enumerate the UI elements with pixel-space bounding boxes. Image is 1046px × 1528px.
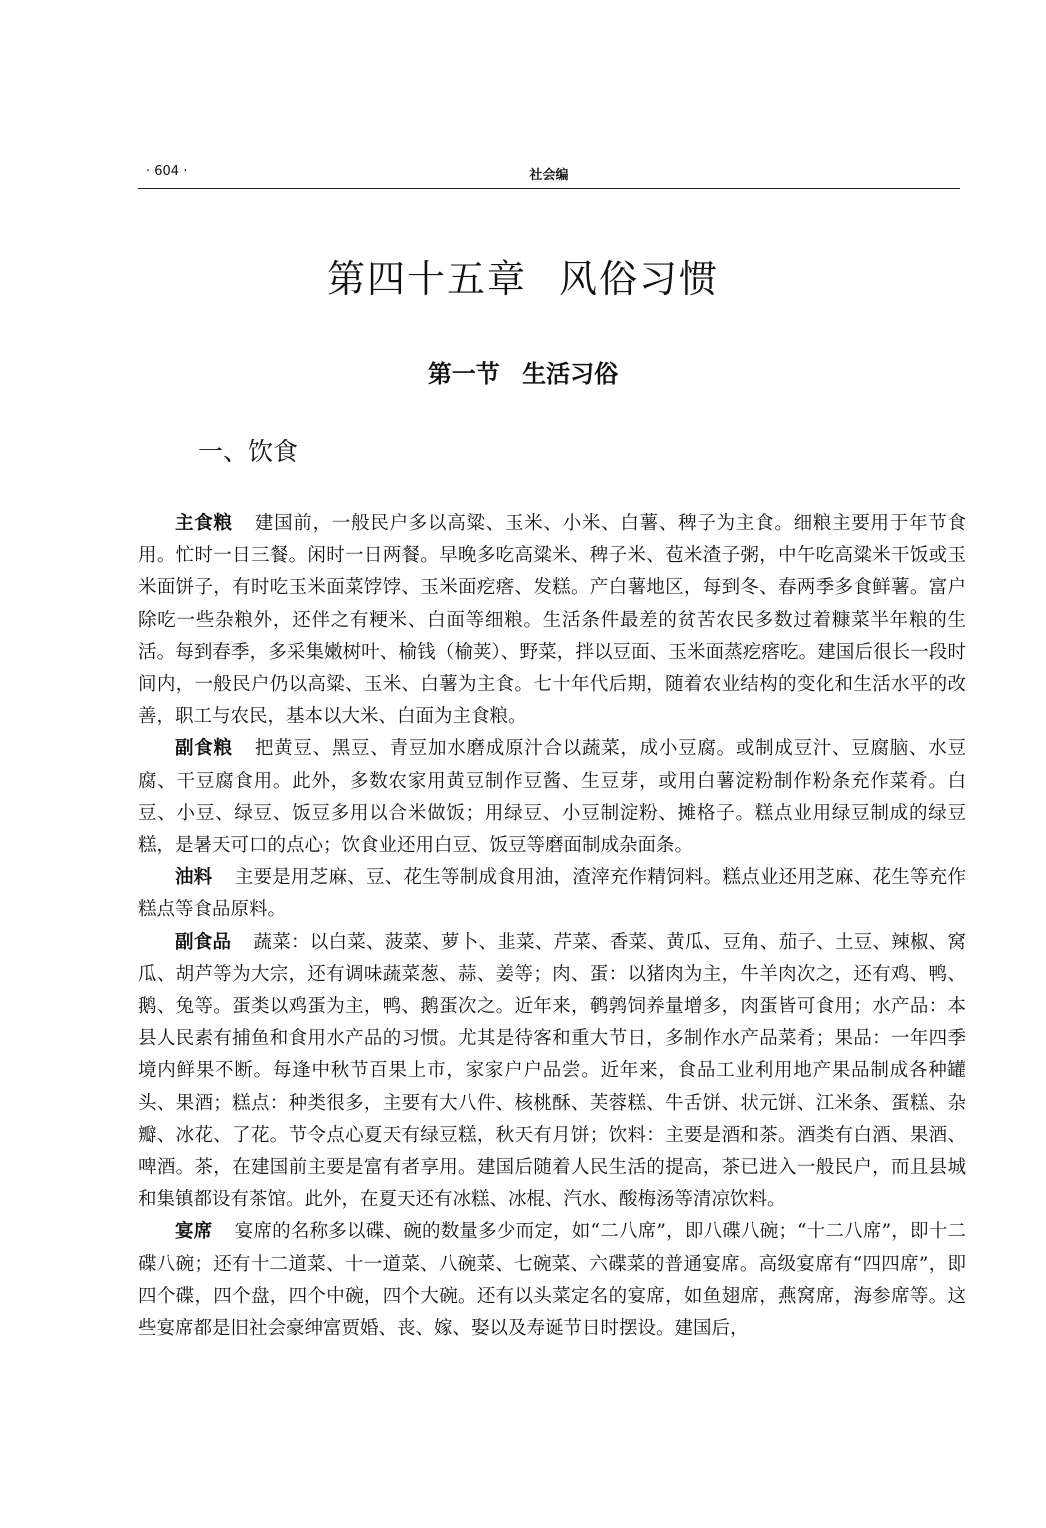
paragraph-text: 建国前，一般民户多以高粱、玉米、小米、白薯、稗子为主食。细粮主要用于年节食用。忙时一日三餐。闲时一日两餐。早晚多吃高粱米、稗子米、苞米渣子粥，中午吃高粱米干饭或玉米面饼子，有时吃玉米面菜饽饽、玉米面疙瘩、发糕。产白薯地区，每到冬、春两季多食鲜薯。富户除吃一些杂粮外，还伴之有粳米、白面等细粮。生活条件最差的贫苦农民多数过着糠菜半年粮的生活。每到春季，多采集嫩树叶、榆钱（榆荚）、野菜，拌以豆面、玉米面蒸疙瘩吃。建国后很长一段时间内，一般民户仍以高粱、玉米、白薯为主食。七十年代后期，随着农业结构的变化和生活水平的改善，职工与农民，基本以大米、白面为主食粮。 bbox=[138, 513, 966, 728]
paragraph-term: 副食粮 bbox=[175, 738, 233, 760]
paragraph-term: 主食粮 bbox=[175, 513, 233, 534]
paragraph-staple-food bbox=[138, 508, 966, 733]
page-number: · 604 · bbox=[146, 164, 188, 179]
chapter-title: 第四十五章 风俗习惯 bbox=[326, 257, 720, 301]
body-text bbox=[138, 508, 966, 1345]
paragraph-text: 把黄豆、黑豆、青豆加水磨成原汁合以蔬菜，成小豆腐。或制成豆汁、豆腐脑、水豆腐、干豆腐食用。此外，多数农家用黄豆制作豆酱、生豆芽，或用白薯淀粉制作粉条充作菜肴。白豆、小豆、绿豆、饭豆多用以合米做饭；用绿豆、小豆制淀粉、摊格子。糕点业用绿豆制成的绿豆糕，是暑天可口的点心；饮食业还用白豆、饭豆等磨面制成杂面条。 bbox=[138, 738, 966, 857]
section-title: 第一节 生活习俗 bbox=[427, 360, 619, 388]
paragraph-non-staple-food bbox=[138, 927, 966, 1217]
paragraph-secondary-grain bbox=[138, 733, 966, 862]
paragraph-text: 主要是用芝麻、豆、花生等制成食用油，渣滓充作精饲料。糕点业还用芝麻、花生等充作糕点等食品原料。 bbox=[138, 867, 966, 921]
paragraph-text: 宴席的名称多以碟、碗的数量多少而定，如“二八席”，即八碟八碗；“十二八席”，即十二碟八碗；还有十二道菜、十一道菜、八碗菜、七碗菜、六碟菜的普通宴席。高级宴席有“四四席”，即四个碟，四个盘，四个中碗，四个大碗。还有以头菜定名的宴席，如鱼翅席，燕窝席，海参席等。这些宴席都是旧社会豪绅富贾婚、丧、嫁、娶以及寿诞节日时摆设。建国后， bbox=[138, 1221, 966, 1340]
paragraph-oil bbox=[138, 862, 966, 926]
paragraph-term: 副食品 bbox=[175, 931, 232, 953]
paragraph-text: 蔬菜：以白菜、菠菜、萝卜、韭菜、芹菜、香菜、黄瓜、豆角、茄子、土豆、辣椒、窝瓜、胡芦等为大宗，还有调味蔬菜葱、蒜、姜等；肉、蛋：以猪肉为主，牛羊肉次之，还有鸡、鸭、鹅、兔等。蛋类以鸡蛋为主，鸭、鹅蛋次之。近年来，鹌鹑饲养量增多，肉蛋皆可食用；水产品：本县人民素有捕鱼和食用水产品的习惯。尤其是待客和重大节日，多制作水产品菜肴；果品：一年四季境内鲜果不断。每逢中秋节百果上市，家家户户品尝。近年来，食品工业利用地产果品制成各种罐头、果酒；糕点：种类很多，主要有大八件、核桃酥、芙蓉糕、牛舌饼、状元饼、江米条、蛋糕、杂瓣、冰花、了花。节令点心夏天有绿豆糕，秋天有月饼；饮料：主要是酒和茶。酒类有白酒、果酒、啤酒。茶，在建国前主要是富有者享用。建国后随着人民生活的提高，茶已进入一般民户，而且县城和集镇都设有茶馆。此外，在夏天还有冰糕、冰棍、汽水、酸梅汤等清凉饮料。 bbox=[138, 931, 966, 1211]
paragraph-term: 油料 bbox=[175, 867, 213, 889]
subsection-title: 一、饮食 bbox=[198, 437, 299, 466]
page-header bbox=[138, 158, 960, 189]
paragraph-term: 宴席 bbox=[175, 1221, 213, 1243]
running-title: 社会编 bbox=[529, 168, 569, 183]
paragraph-banquet bbox=[138, 1216, 966, 1345]
